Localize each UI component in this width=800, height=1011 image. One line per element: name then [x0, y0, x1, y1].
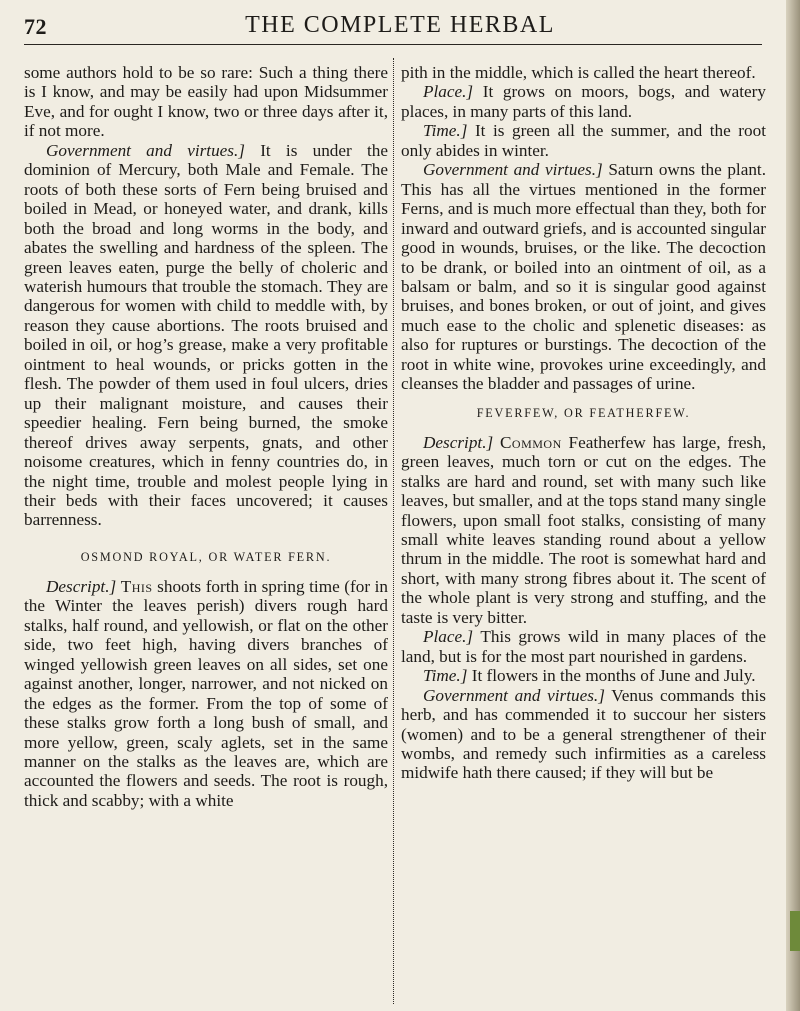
- right-column: [401, 63, 766, 783]
- page-edge-mark: [790, 911, 800, 951]
- paragraph-label: Place.]: [423, 627, 474, 647]
- section-title: FEVERFEW, OR FEATHERFEW.: [476, 405, 691, 420]
- paragraph-text: It flowers in the months of June and July.: [467, 666, 756, 686]
- paragraph: [401, 82, 766, 121]
- paragraph-label: Descript.]: [46, 576, 117, 596]
- paragraph-text: It grows on moors, bogs, and watery places, in many parts of this land.: [401, 82, 766, 121]
- paragraph-text: This grows wild in many places of the land, but is for the most part nourished in gardens.: [401, 627, 766, 666]
- running-title: THE COMPLETE HERBAL: [245, 12, 555, 38]
- paragraph-text: Saturn owns the plant. This has all the virtues mentioned in the former Ferns, and is much more effectual than they, both for inward and outward griefs, and is accounted singular good in wounds, bruises, or the like. The decoction to be drank, or boiled into an ointment of oil, as a balsam or balm, and so it is singular good against bruises, and bones broken, or out of joint, and gives much ease to the cholic and splenetic diseases: as also for ruptures or burstings. The decoction of the root in white wine, provokes urine exceedingly, and cleanses the bladder and passages of urine.: [401, 160, 766, 394]
- page-number: 72: [24, 14, 47, 39]
- spacer: [24, 530, 388, 538]
- paragraph-text: It is under the dominion of Mercury, both Male and Female. The roots of both these sorts of Fern being bruised and boiled in Mead, or honeyed water, and drank, kills both the broad and long worms in the body, and abates the swelling and hardness of the spleen. The green leaves eaten, purge the belly of choleric and waterish humours that trouble the stomach. They are dangerous for women with child to meddle with, by reason they cause abortions. The roots bruised and boiled in oil, or hog’s grease, make a very profitable ointment to heal wounds, or pricks gotten in the flesh. The powder of them used in foul ulcers, dries up their malignant moisture, and causes their speedier healing. Fern being burned, the smoke thereof drives away serpents, gnats, and other noisome creatures, which in fenny countries do, in the night time, trouble and molest people lying in their beds with their faces uncovered; it causes barrenness.: [24, 140, 388, 530]
- paragraph-label: Descript.]: [423, 432, 494, 452]
- page-header: [0, 0, 800, 50]
- column-divider: [393, 58, 394, 1004]
- paragraph: [24, 141, 388, 530]
- paragraph: pith in the middle, which is called the heart thereof.: [401, 63, 756, 82]
- paragraph-label: Time.]: [423, 121, 468, 141]
- paragraph-label: Time.]: [423, 666, 468, 686]
- paragraph-label: Government and virtues.]: [46, 140, 245, 160]
- paragraph-text: It is green all the summer, and the root only abides in winter.: [401, 121, 766, 160]
- paragraph: [401, 121, 766, 160]
- lead-word: Common: [499, 432, 562, 452]
- paragraph-label: Government and virtues.]: [423, 160, 603, 180]
- paragraph-text: shoots forth in spring time (for in the Winter the leaves perish) divers rough hard stalks, half round, and yellowish, or flat on the other side, two feet high, having divers branches of winged yellowish green leaves on all sides, set one against another, longer, narrower, and not nicked on the edges as the former. From the top of some of these stalks grow forth a long bush of small, and more yellow, green, scaly aglets, set in the same manner on the stalks as the leaves are, which are accounted the flowers and seeds. The root is rough, thick and scabby; with a white: [24, 576, 388, 810]
- lead-word: This: [120, 576, 153, 596]
- paragraph-text: Venus commands this herb, and has commended it to succour her sisters (women) and to be a general strengthener of their wombs, and remedy such infirmities as a careless midwife hath there caused; if they will but be: [401, 685, 766, 783]
- paragraph: [401, 666, 766, 685]
- section-title: OSMOND ROYAL, OR WATER FERN.: [80, 549, 332, 564]
- header-rule: [24, 44, 762, 45]
- paragraph-label: Government and virtues.]: [423, 685, 605, 705]
- paragraph: [401, 627, 766, 666]
- paragraph: [401, 433, 766, 628]
- paragraph-label: Place.]: [423, 82, 474, 102]
- paragraph-text: Featherfew has large, fresh, green leaves, much torn or cut on the edges. The stalks are hard and round, set with many such like leaves, but smaller, and at the tops stand many single flowers, upon small foot stalks, consisting of many small white leaves standing round about a yellow thrum in the middle. The root is somewhat hard and short, with many strong fibres about it. The scent of the whole plant is very strong and stuffing, and the taste is very bitter.: [401, 432, 766, 627]
- left-column: [24, 63, 388, 810]
- paragraph: [401, 686, 766, 783]
- paragraph: [24, 577, 388, 810]
- paragraph: [401, 160, 766, 393]
- page-edge: [786, 0, 800, 1011]
- paragraph: some authors hold to be so rare: Such a thing there is I know, and may be easily had upon Midsummer Eve, and for ought I know, two or three days after it, if not more.: [24, 63, 388, 141]
